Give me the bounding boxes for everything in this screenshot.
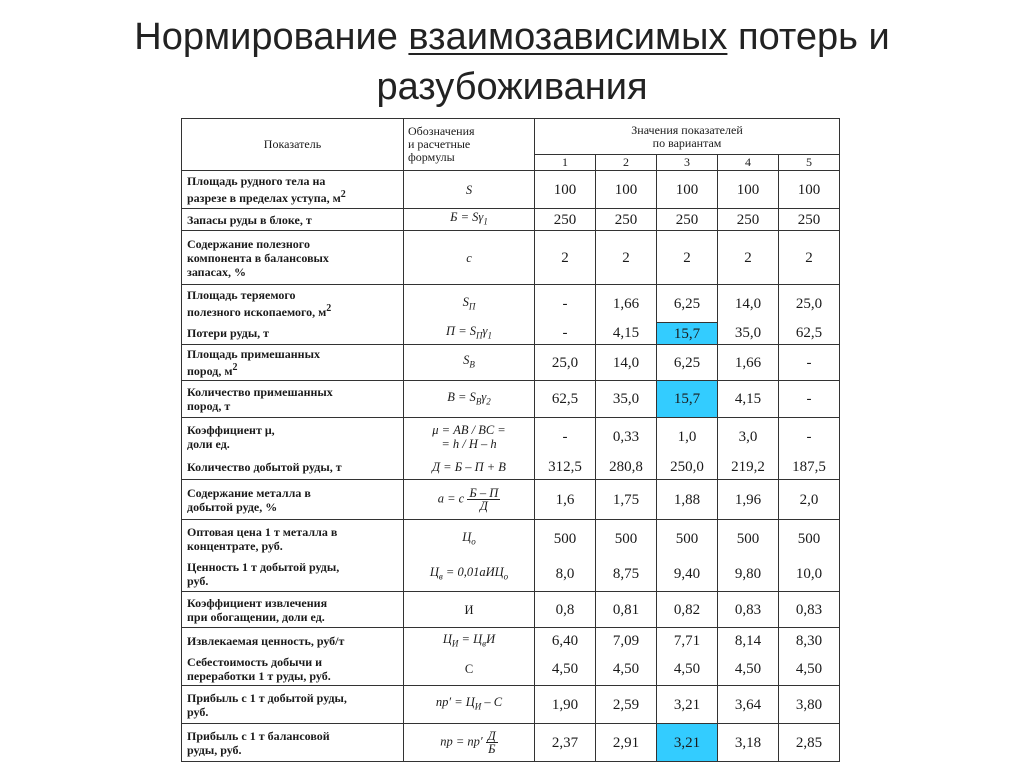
indicator-cell: Площадь примешанных пород, $м^2$ (182, 345, 404, 381)
value-cell: 100 (535, 171, 596, 209)
formula-cell: $S_П$ (404, 285, 535, 323)
formula-cell: пр = пр′ $\frac{Д}{Б}$ (404, 724, 535, 762)
formula-cell: $В = S_В\gamma_2$ (404, 381, 535, 418)
value-cell: 9,80 (718, 558, 779, 592)
value-cell: 2 (657, 231, 718, 285)
value-cell: 2,85 (779, 724, 840, 762)
value-cell: 0,83 (779, 592, 840, 628)
value-cell: 250,0 (657, 456, 718, 480)
value-cell: 0,8 (535, 592, 596, 628)
value-cell: 250 (779, 209, 840, 231)
value-cell: 1,96 (718, 480, 779, 520)
table-row (182, 480, 840, 520)
table-row (182, 418, 840, 456)
title-line-2: разубоживания (376, 66, 648, 108)
value-cell: 2,0 (779, 480, 840, 520)
value-cell: 312,5 (535, 456, 596, 480)
table-row (182, 285, 840, 323)
value-cell: 500 (535, 520, 596, 558)
indicator-cell: Количество примешанных пород, т (182, 381, 404, 418)
value-cell: 4,50 (718, 654, 779, 686)
table-row (182, 724, 840, 762)
value-cell: - (535, 285, 596, 323)
formula-cell: $S_В$ (404, 345, 535, 381)
value-cell: 500 (718, 520, 779, 558)
table-row (182, 592, 840, 628)
value-cell: 6,25 (657, 345, 718, 381)
formula-cell: И (404, 592, 535, 628)
value-cell: 500 (779, 520, 840, 558)
value-cell: 6,25 (657, 285, 718, 323)
value-cell: 0,82 (657, 592, 718, 628)
value-cell: 2,59 (596, 686, 657, 724)
table-row (182, 231, 840, 285)
header-row (182, 119, 840, 155)
table-row (182, 628, 840, 654)
value-cell: 2,91 (596, 724, 657, 762)
value-cell: 3,21 (657, 686, 718, 724)
value-cell: 0,83 (718, 592, 779, 628)
highlighted-value-cell: 3,21 (657, 724, 718, 762)
indicator-cell: Содержание металла в добытой руде, % (182, 480, 404, 520)
value-cell: - (779, 381, 840, 418)
value-cell: 4,50 (779, 654, 840, 686)
value-cell: 14,0 (596, 345, 657, 381)
highlighted-value-cell: 15,7 (657, 381, 718, 418)
value-cell: 100 (718, 171, 779, 209)
value-cell: 25,0 (779, 285, 840, 323)
formula-cell: μ = AB / BC = = h / H – h (404, 418, 535, 456)
value-cell: 4,50 (596, 654, 657, 686)
title-underlined-word: взаимозависимых (408, 16, 728, 58)
indicator-cell: Запасы руды в блоке, т (182, 209, 404, 231)
value-cell: 1,0 (657, 418, 718, 456)
value-cell: 0,81 (596, 592, 657, 628)
table-row (182, 520, 840, 558)
variant-1: 1 (535, 155, 596, 171)
table-row (182, 654, 840, 686)
indicator-cell: Содержание полезного компонента в балансовых запасах, % (182, 231, 404, 285)
value-cell: 25,0 (535, 345, 596, 381)
value-cell: 3,18 (718, 724, 779, 762)
header-indicator: Показатель (182, 119, 404, 171)
table-row (182, 171, 840, 209)
value-cell: - (779, 345, 840, 381)
indicator-cell: Площадь рудного тела на разрезе в пределах уступа, $м^2$ (182, 171, 404, 209)
formula-cell: С (404, 654, 535, 686)
value-cell: 1,66 (596, 285, 657, 323)
table-row (182, 381, 840, 418)
formula-cell: c (404, 231, 535, 285)
value-cell: 35,0 (718, 323, 779, 345)
formula-cell: $П = S_П\gamma_1$ (404, 323, 535, 345)
table-row (182, 323, 840, 345)
value-cell: 4,15 (718, 381, 779, 418)
value-cell: - (535, 418, 596, 456)
value-cell: 1,66 (718, 345, 779, 381)
value-cell: - (535, 323, 596, 345)
variant-2: 2 (596, 155, 657, 171)
title-part-1: Нормирование (134, 16, 409, 58)
value-cell: 14,0 (718, 285, 779, 323)
value-cell: 250 (535, 209, 596, 231)
table-row (182, 345, 840, 381)
value-cell: 3,80 (779, 686, 840, 724)
value-cell: 9,40 (657, 558, 718, 592)
value-cell: 3,64 (718, 686, 779, 724)
value-cell: 500 (657, 520, 718, 558)
indicator-cell: Себестоимость добычи и переработки 1 т руды, руб. (182, 654, 404, 686)
value-cell: 8,0 (535, 558, 596, 592)
value-cell: 4,50 (535, 654, 596, 686)
table-row (182, 456, 840, 480)
header-designation: Обозначения и расчетные формулы (404, 119, 535, 171)
value-cell: 280,8 (596, 456, 657, 480)
value-cell: 1,88 (657, 480, 718, 520)
value-cell: 2 (596, 231, 657, 285)
value-cell: 1,6 (535, 480, 596, 520)
value-cell: 100 (779, 171, 840, 209)
formula-cell: $Ц_И = Ц_вИ$ (404, 628, 535, 654)
value-cell: 2 (779, 231, 840, 285)
formula-cell: Д = Б – П + В (404, 456, 535, 480)
indicator-cell: Извлекаемая ценность, руб/т (182, 628, 404, 654)
value-cell: 2 (535, 231, 596, 285)
value-cell: 2,37 (535, 724, 596, 762)
table-row (182, 558, 840, 592)
value-cell: 8,75 (596, 558, 657, 592)
header-values: Значения показателей по вариантам (535, 119, 840, 155)
value-cell: 7,71 (657, 628, 718, 654)
value-cell: 250 (657, 209, 718, 231)
value-cell: 1,75 (596, 480, 657, 520)
variant-4: 4 (718, 155, 779, 171)
variant-3: 3 (657, 155, 718, 171)
slide-title (0, 12, 1024, 112)
title-part-3: потерь и (727, 16, 890, 58)
value-cell: 219,2 (718, 456, 779, 480)
value-cell: 4,50 (657, 654, 718, 686)
variant-5: 5 (779, 155, 840, 171)
value-cell: 6,40 (535, 628, 596, 654)
indicator-cell: Прибыль с 1 т балансовой руды, руб. (182, 724, 404, 762)
value-cell: 250 (596, 209, 657, 231)
indicator-cell: Коэффициент μ, доли ед. (182, 418, 404, 456)
value-cell: 35,0 (596, 381, 657, 418)
indicator-cell: Коэффициент извлечения при обогащении, доли ед. (182, 592, 404, 628)
value-cell: 100 (657, 171, 718, 209)
value-cell: 2 (718, 231, 779, 285)
indicator-cell: Количество добытой руды, т (182, 456, 404, 480)
value-cell: 0,33 (596, 418, 657, 456)
value-cell: 250 (718, 209, 779, 231)
value-cell: 3,0 (718, 418, 779, 456)
value-cell: 62,5 (779, 323, 840, 345)
formula-cell: a = c $\frac{Б - П}{Д}$ (404, 480, 535, 520)
indicator-cell: Ценность 1 т добытой руды, руб. (182, 558, 404, 592)
value-cell: 8,14 (718, 628, 779, 654)
value-cell: 4,15 (596, 323, 657, 345)
formula-cell: $Б = S\gamma_1$ (404, 209, 535, 231)
value-cell: 62,5 (535, 381, 596, 418)
value-cell: 8,30 (779, 628, 840, 654)
formula-cell: S (404, 171, 535, 209)
indicator-cell: Площадь теряемого полезного ископаемого, $м^2$ (182, 285, 404, 323)
indicator-cell: Оптовая цена 1 т металла в концентрате, руб. (182, 520, 404, 558)
table-row (182, 686, 840, 724)
value-cell: - (779, 418, 840, 456)
indicator-cell: Прибыль с 1 т добытой руды, руб. (182, 686, 404, 724)
formula-cell: $Ц_в = 0,01aИЦ_о$ (404, 558, 535, 592)
value-cell: 10,0 (779, 558, 840, 592)
value-cell: 187,5 (779, 456, 840, 480)
value-cell: 100 (596, 171, 657, 209)
value-cell: 7,09 (596, 628, 657, 654)
norm-table (181, 118, 840, 762)
title-line-1 (0, 12, 1024, 62)
indicator-cell: Потери руды, т (182, 323, 404, 345)
formula-cell: $Ц_о$ (404, 520, 535, 558)
highlighted-value-cell: 15,7 (657, 323, 718, 345)
value-cell: 500 (596, 520, 657, 558)
table-row (182, 209, 840, 231)
value-cell: 1,90 (535, 686, 596, 724)
formula-cell: $пр' = Ц_И - С$ (404, 686, 535, 724)
